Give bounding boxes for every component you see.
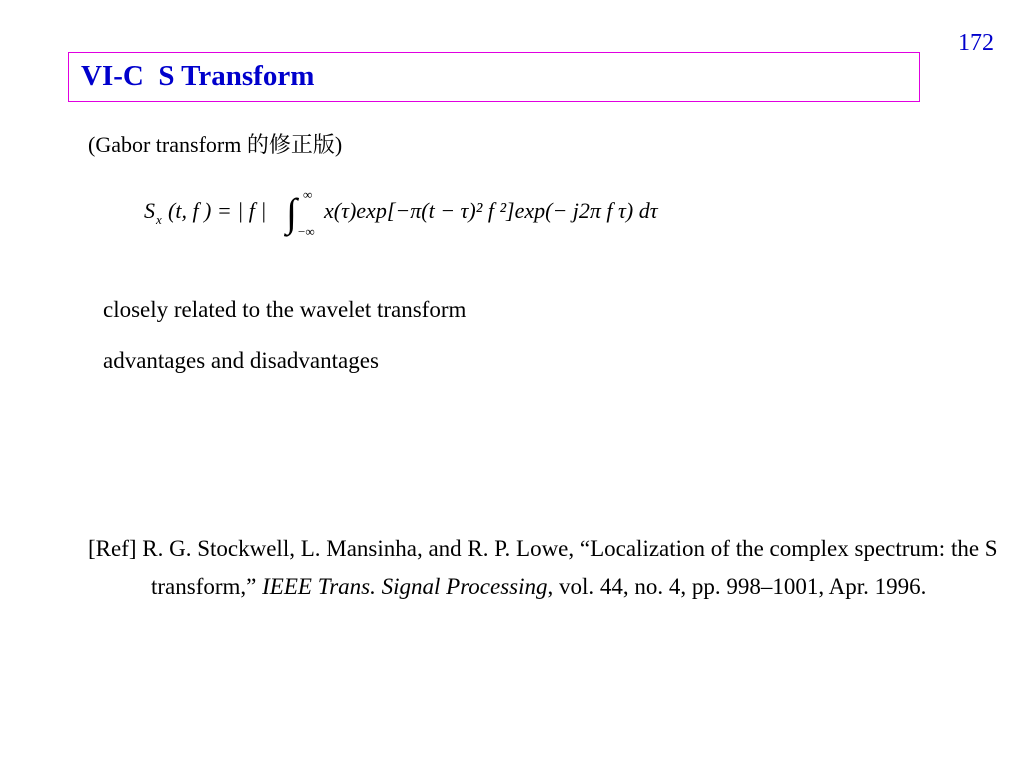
integral-sign: ∫ xyxy=(286,190,297,235)
page-number: 172 xyxy=(958,30,994,56)
eq-integrand: x(τ)exp[−π(t − τ)² f ²]exp(− j2π f τ) dτ xyxy=(324,198,658,223)
reference-authors-title: [Ref] R. G. Stockwell, L. Mansinha, and R. P. Lowe, “Localization of the complex spectrum: the S transform,” xyxy=(88,536,998,599)
eq-arguments: (t, f ) = | f | xyxy=(168,198,267,223)
eq-lower-limit: −∞ xyxy=(298,224,315,239)
slide-title: VI-C S Transform xyxy=(81,60,315,92)
bullet-item: closely related to the wavelet transform xyxy=(103,297,467,322)
reference-journal: IEEE Trans. Signal Processing xyxy=(262,574,548,599)
reference-details: , vol. 44, no. 4, pp. 998–1001, Apr. 1996. xyxy=(547,574,927,599)
eq-lhs-subscript: x xyxy=(156,212,162,227)
title-box xyxy=(68,52,920,102)
subtitle: (Gabor transform 的修正版) xyxy=(88,132,343,157)
eq-lhs-symbol: S xyxy=(144,198,155,223)
eq-upper-limit: ∞ xyxy=(303,187,313,202)
bullet-item: advantages and disadvantages xyxy=(103,348,379,373)
s-transform-equation xyxy=(140,182,840,244)
reference-citation xyxy=(88,530,1021,606)
